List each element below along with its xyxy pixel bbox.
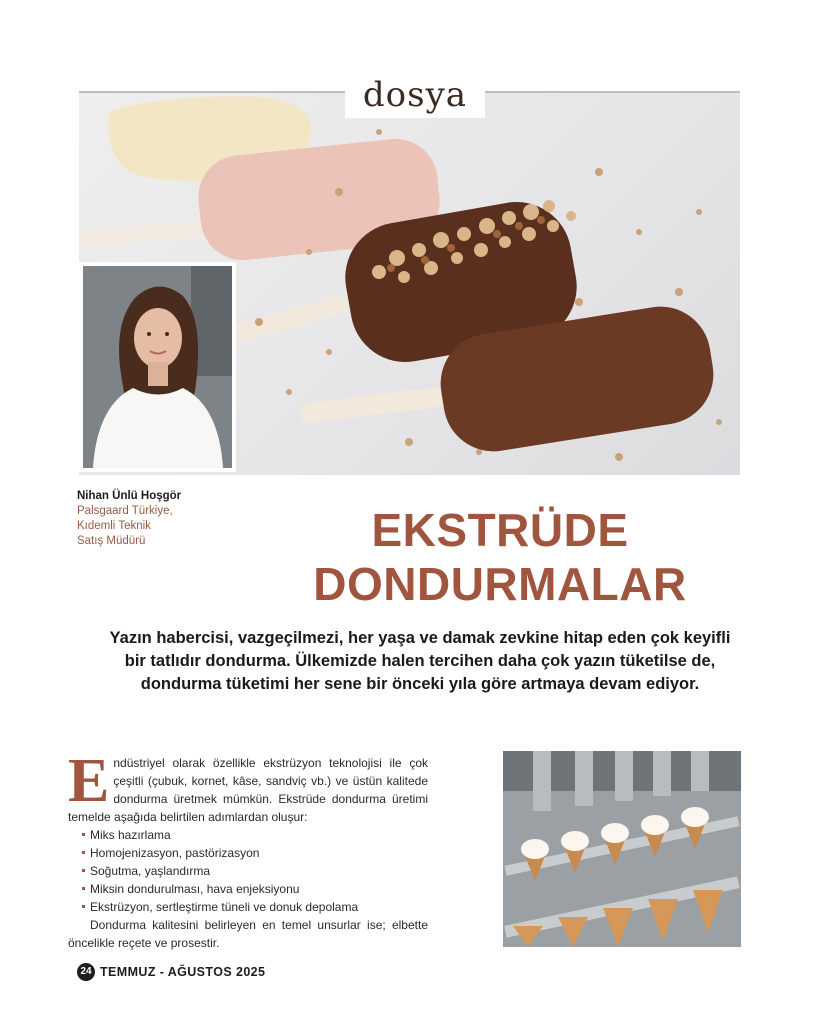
intro-paragraph: ndüstriyel olarak özellikle ekstrüzyon teknolojisi ile çok çeşitli (çubuk, kornet, kâse, sandviç vb.) ve üstün kalitede dondurma üretmek mümkün. Ekstrüde dondurma üretimi temelde aşağıda belirtilen adımlardan oluşur: [68,756,428,824]
article-title [270,503,730,611]
article-body [68,747,428,952]
page-footer [77,963,265,981]
title-line2: DONDURMALAR [313,558,687,610]
portrait-illustration [83,266,232,468]
author-name: Nihan Ünlü Hoşgör [77,490,182,502]
author-byline [77,489,181,549]
issue-date: TEMMUZ - AĞUSTOS 2025 [100,965,266,979]
author-role-line2: Kıdemli Teknik [77,520,151,532]
closing-paragraph: Dondurma kalitesini belirleyen en temel unsurlar ise; elbette öncelikle reçete ve prosestir. [68,918,428,950]
section-tag: dosya [345,72,485,118]
lead-paragraph [70,627,770,696]
list-item: Miksin dondurulması, hava enjeksiyonu [82,880,428,898]
page-number: 24 [77,963,95,981]
lead-line3: dondurma tüketimi her sene bir önceki yıla göre artmaya devam ediyor. [140,675,700,693]
list-item: Ekstrüzyon, sertleştirme tüneli ve donuk depolama [82,898,428,916]
list-item: Homojenizasyon, pastörizasyon [82,844,428,862]
author-role-line3: Satış Müdürü [77,535,146,547]
author-portrait [79,262,236,472]
lead-line2: bir tatlıdır dondurma. Ülkemizde halen tercihen daha çok yazın tüketilse de, [124,652,716,670]
production-line-photo [503,751,741,947]
lead-line1: Yazın habercisi, vazgeçilmezi, her yaşa ve damak zevkine hitap eden çok keyifli [109,629,731,647]
list-item: Soğutma, yaşlandırma [82,862,428,880]
cone-filling-illustration [503,751,741,947]
process-steps-list [68,826,428,916]
list-item: Miks hazırlama [82,826,428,844]
title-line1: EKSTRÜDE [371,504,629,556]
author-role-line1: Palsgaard Türkiye, [77,505,173,517]
drop-cap: E [68,747,110,815]
